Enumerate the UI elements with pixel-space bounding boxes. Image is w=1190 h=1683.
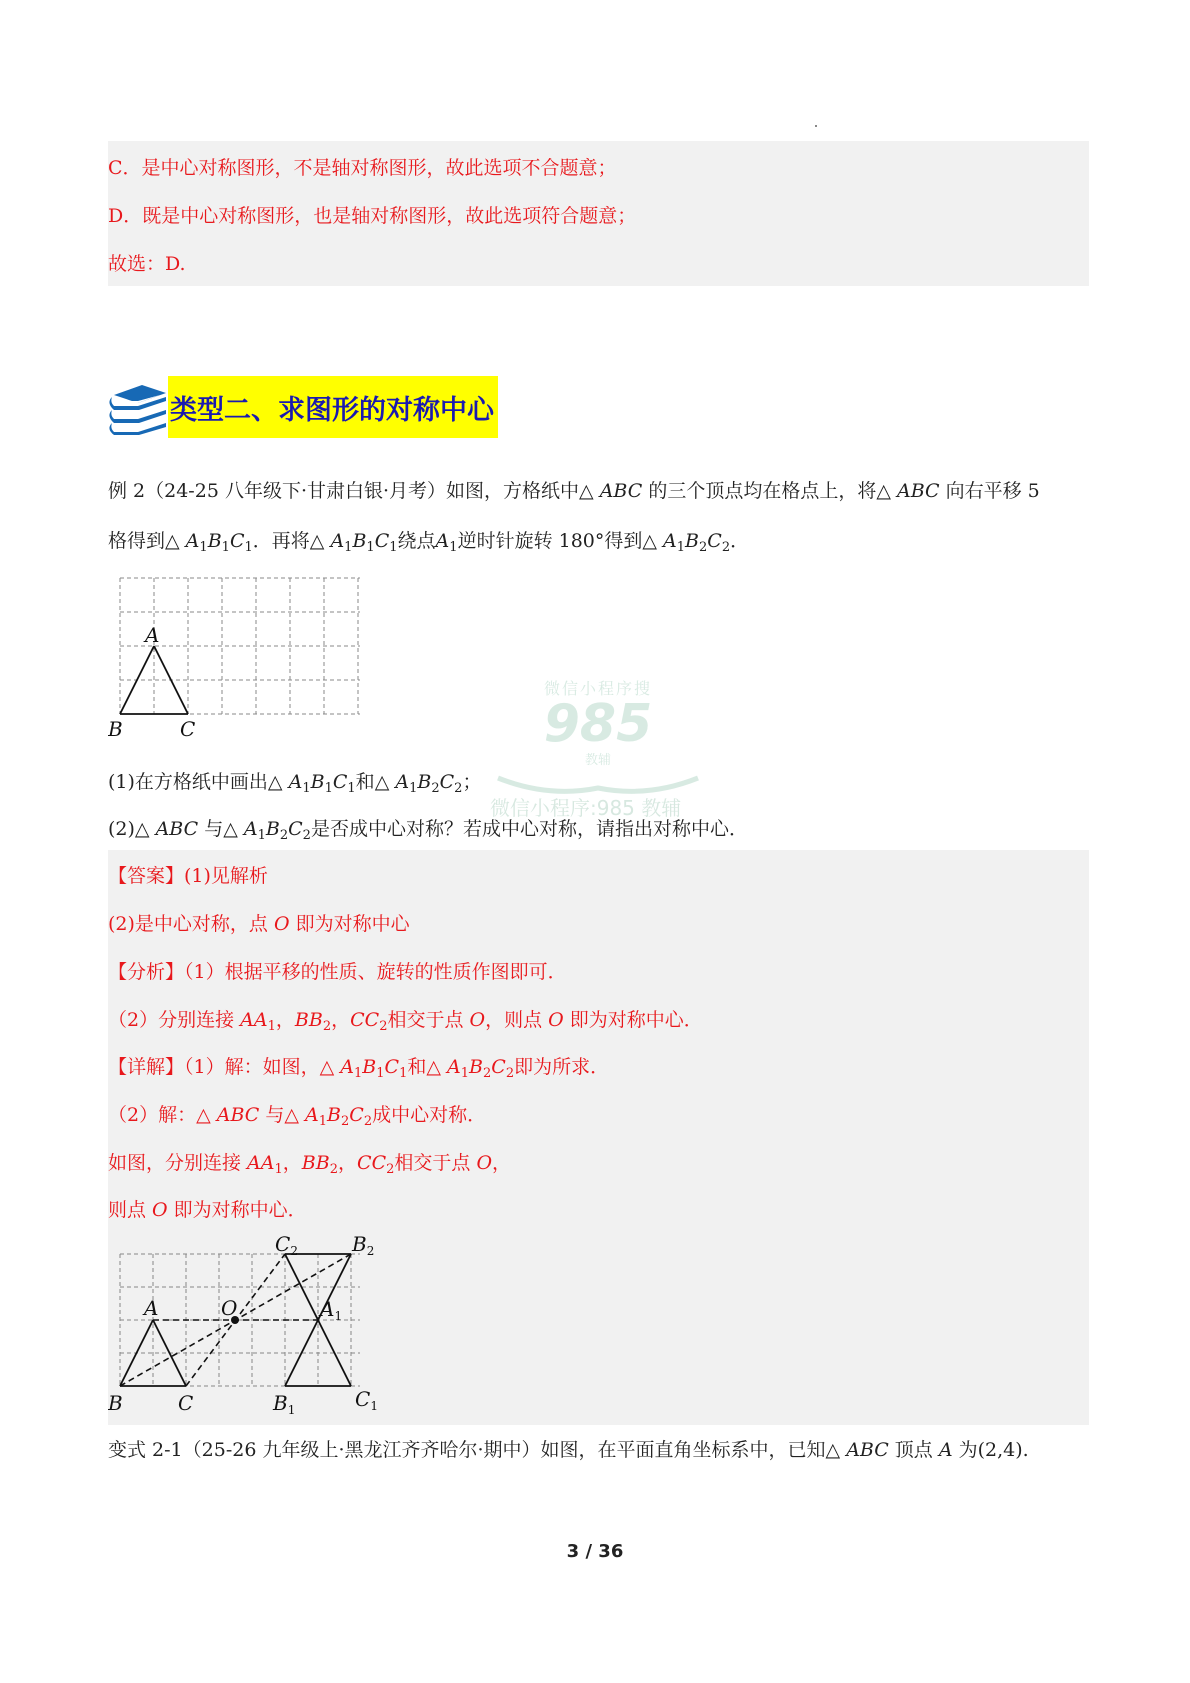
question-text: ； [462, 771, 482, 793]
detail-text: 和 [407, 1056, 427, 1078]
math-aa1: $AA_1$ [247, 1152, 283, 1177]
math-aa1: $AA_1$ [240, 1009, 276, 1034]
watermark-logo: 985 [543, 694, 653, 754]
page-number: 3 / 36 [566, 1541, 624, 1562]
svg-text:C2: $C_2$ [275, 1236, 298, 1258]
example-line-2: 格得到△ $A_1B_1C_1$．再将△ $A_1B_1C_1$绕点$A_1$逆时针旋转 180°得到△ $A_1B_2C_2$． [108, 530, 750, 555]
section-title: 类型二、求图形的对称中心 [170, 394, 494, 426]
detail-line-4 [108, 1198, 307, 1222]
math-a1: $A_1$ [435, 530, 458, 555]
math-a1b1c1: $A_1B_1C_1$ [330, 530, 398, 555]
example-text: 格得到 [108, 530, 166, 552]
variant-line: 变式 2-1（25-26 九年级上·黑龙江齐齐哈尔·期中）如图，在平面直角坐标系中，已知△ ABC 顶点 A 为(2,4). [108, 1439, 1029, 1461]
solution-line-d: D．既是中心对称图形，也是轴对称图形，故此选项符合题意； [108, 205, 637, 227]
solution-line-c: C．是中心对称图形，不是轴对称图形，故此选项不合题意； [108, 157, 617, 179]
watermark-line-1: 微信小程序搜 [543, 679, 652, 698]
svg-text:O: O [221, 1296, 238, 1320]
svg-text:B: B [108, 1391, 123, 1415]
math-abc: ABC [846, 1439, 889, 1461]
math-bb2: $BB_2$ [294, 1009, 332, 1034]
math-cc2: $CC_2$ [357, 1152, 395, 1177]
solution-choice: 故选：D. [108, 253, 186, 275]
math-abc: ABC [216, 1104, 260, 1126]
svg-text:C1: $C_1$ [355, 1387, 378, 1413]
answer-text: (1)见解析 [184, 865, 268, 887]
detail-text: 即为所求． [514, 1056, 610, 1078]
triangle-symbol: △ [579, 480, 594, 502]
svg-text:A: A [144, 1296, 159, 1320]
analysis-text: ， [331, 1009, 351, 1031]
example-text: 的三个顶点均在格点上，将 [642, 480, 877, 502]
question-text: (2) [108, 818, 135, 840]
variant-text: 为(2,4). [952, 1439, 1029, 1461]
question-text: (1)在方格纸中画出 [108, 771, 268, 793]
label-a: A [145, 623, 160, 647]
math-a1b2c2: $A_1B_2C_2$ [305, 1104, 373, 1129]
figure-1-grid [108, 570, 368, 740]
answer-text: 即为对称中心 [289, 913, 410, 935]
detail-line-1: 【详解】（1）解：如图，△ $A_1B_1C_1$和△ $A_1B_2C_2$即为所求． [108, 1056, 610, 1081]
detail-line-2: （2）解：△ ABC 与△ $A_1B_2C_2$成中心对称． [108, 1104, 487, 1129]
math-bb2: $BB_2$ [301, 1152, 339, 1177]
label-c: C [180, 717, 196, 740]
example-text: 向右平移 5 [939, 480, 1040, 502]
math-o: O [273, 913, 290, 935]
analysis-tag: 【分析】 [108, 961, 185, 983]
analysis-text: （2）分别连接 [108, 1009, 241, 1031]
detail-text: （1）解：如图， [184, 1056, 320, 1078]
math-abc: ABC [897, 480, 940, 502]
example-text: 绕点 [397, 530, 436, 552]
math-o: O [548, 1009, 564, 1031]
svg-text:C: C [178, 1391, 194, 1415]
svg-text:A1: $A_1$ [320, 1297, 343, 1323]
analysis-text: 相交于点 [387, 1009, 470, 1031]
example-text: ． [730, 530, 750, 552]
question-1: (1)在方格纸中画出△ $A_1B_1C_1$和△ $A_1B_2C_2$； [108, 771, 482, 796]
math-a1b1c1: $A_1B_1C_1$ [288, 771, 356, 796]
detail-text: 即为对称中心． [167, 1199, 307, 1221]
svg-text:B1: $B_1$ [273, 1391, 296, 1416]
analysis-text: ，则点 [485, 1009, 549, 1031]
analysis-text: ， [275, 1009, 295, 1031]
variant-text: 变式 2-1（25-26 九年级上·黑龙江齐齐哈尔·期中）如图，在平面直角坐标系中，已知 [108, 1439, 826, 1461]
section-heading [108, 374, 498, 440]
math-cc2: $CC_2$ [350, 1009, 388, 1034]
answer-line-2 [108, 912, 410, 936]
example-text: ．再将 [252, 530, 310, 552]
label-b: B [108, 717, 123, 740]
math-a1b2c2: $A_1B_2C_2$ [243, 818, 311, 843]
detail-text: ， [492, 1152, 512, 1174]
analysis-line-2 [108, 1008, 703, 1039]
math-o: O [152, 1199, 168, 1221]
math-a1b1c1: $A_1B_1C_1$ [340, 1056, 408, 1081]
answer-line-1 [108, 864, 268, 888]
example-line-1 [108, 479, 1040, 503]
question-text: 与 [198, 818, 224, 840]
math-a1b2c2: $A_1B_2C_2$ [447, 1056, 515, 1081]
math-a1b2c2: $A_1B_2C_2$ [663, 530, 731, 555]
analysis-line-1 [108, 960, 567, 984]
stray-mark [815, 125, 817, 127]
math-abc: ABC [599, 480, 643, 502]
detail-text: 则点 [108, 1199, 153, 1221]
answer-text: (2)是中心对称，点 [108, 913, 274, 935]
svg-text:B2: $B_2$ [352, 1236, 375, 1258]
detail-text: ， [282, 1152, 302, 1174]
watermark [488, 676, 708, 802]
triangle-symbol: △ [876, 480, 891, 502]
detail-text: 相交于点 [394, 1152, 477, 1174]
question-2: (2)△ ABC 与△ $A_1B_2C_2$是否成中心对称？若成中心对称，请指出对称中心． [108, 818, 748, 843]
figure-2-solution [108, 1236, 398, 1416]
detail-line-3 [108, 1151, 511, 1182]
detail-text: ， [338, 1152, 358, 1174]
watermark-line-4: 微信小程序:985 教辅 [490, 796, 682, 820]
math-a1b1c1: $A_1B_1C_1$ [185, 530, 253, 555]
detail-text: 成中心对称． [372, 1104, 487, 1126]
detail-text: 与 [259, 1104, 285, 1126]
question-text: 和 [355, 771, 375, 793]
detail-text: 如图，分别连接 [108, 1152, 248, 1174]
detail-text: （2）解： [108, 1104, 197, 1126]
detail-tag: 【详解】 [108, 1056, 185, 1078]
math-a: A [938, 1439, 953, 1461]
variant-text: 顶点 [888, 1439, 939, 1461]
math-a1b2c2: $A_1B_2C_2$ [395, 771, 463, 796]
math-o: O [469, 1009, 486, 1031]
books-icon [108, 379, 168, 435]
example-text: 逆时针旋转 180°得到 [457, 530, 643, 552]
math-abc: ABC [155, 818, 199, 840]
question-text: 是否成中心对称？若成中心对称，请指出对称中心． [310, 818, 748, 840]
watermark-line-3: 教辅 [584, 753, 611, 768]
analysis-text: 即为对称中心． [563, 1009, 703, 1031]
math-o: O [476, 1152, 493, 1174]
heading-highlight [168, 376, 498, 438]
example-text: 例 2（24-25 八年级下·甘肃白银·月考）如图，方格纸中 [108, 480, 580, 502]
analysis-text: （1）根据平移的性质、旋转的性质作图即可． [184, 961, 567, 983]
answer-tag: 【答案】 [108, 865, 185, 887]
